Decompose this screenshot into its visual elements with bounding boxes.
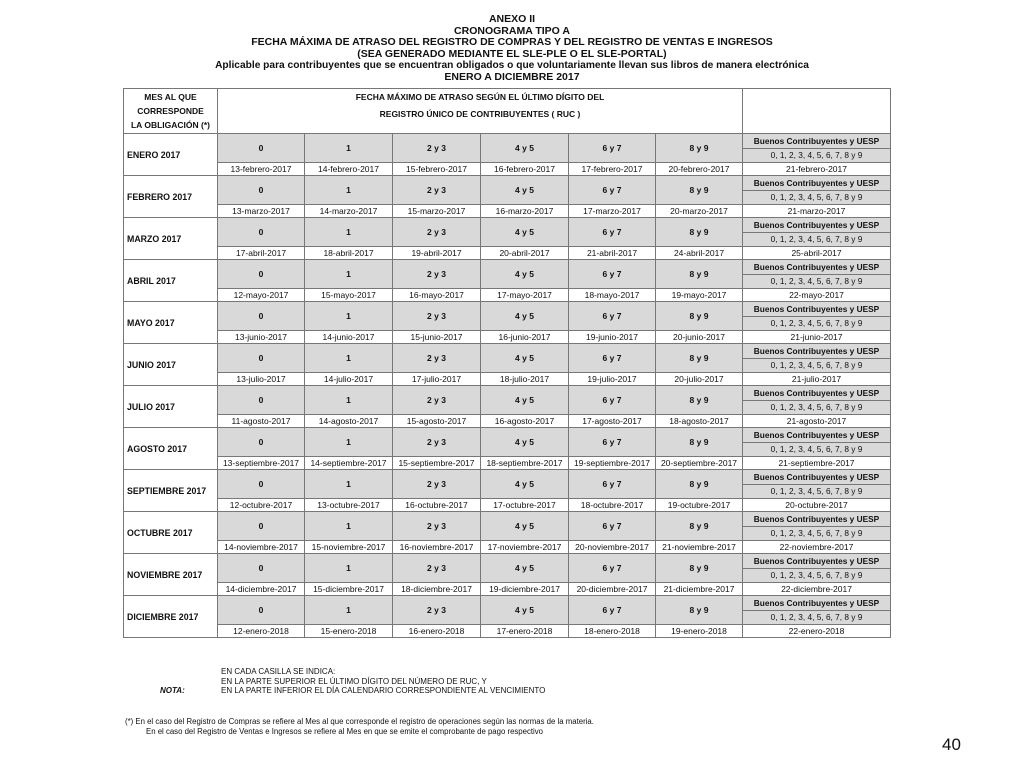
buenos-contribuyentes-digits: 0, 1, 2, 3, 4, 5, 6, 7, 8 y 9 — [743, 568, 890, 582]
ruc-digit-cell: 1 — [305, 512, 393, 541]
ruc-digit-cell: 4 y 5 — [481, 302, 569, 331]
ruc-digit-cell: 8 y 9 — [656, 554, 743, 583]
ruc-digit-cell: 1 — [305, 470, 393, 499]
ruc-digit-cell: 2 y 3 — [393, 428, 481, 457]
due-date-cell: 13-junio-2017 — [218, 331, 305, 344]
due-date-cell: 16-noviembre-2017 — [393, 541, 481, 554]
ruc-digit-cell: 6 y 7 — [569, 176, 656, 205]
ruc-digit-cell: 4 y 5 — [481, 218, 569, 247]
ruc-digit-cell: 1 — [305, 218, 393, 247]
ruc-digit-cell: 6 y 7 — [569, 596, 656, 625]
due-date-cell: 19-enero-2018 — [656, 625, 743, 638]
ruc-digit-cell: 0 — [218, 386, 305, 415]
due-date-cell: 16-enero-2018 — [393, 625, 481, 638]
ruc-digit-cell: 2 y 3 — [393, 596, 481, 625]
table-header-row — [124, 89, 891, 134]
due-date-cell: 14-agosto-2017 — [305, 415, 393, 428]
due-date-cell: 19-octubre-2017 — [656, 499, 743, 512]
ruc-digit-cell: 8 y 9 — [656, 596, 743, 625]
buenos-due-date-cell: 22-enero-2018 — [743, 625, 891, 638]
month-digit-row — [124, 302, 891, 331]
header-month-line: CORRESPONDE — [137, 106, 204, 116]
due-date-cell: 13-julio-2017 — [218, 373, 305, 386]
month-date-row — [124, 415, 891, 428]
due-date-cell: 17-julio-2017 — [393, 373, 481, 386]
buenos-contribuyentes-label: Buenos Contribuyentes y UESP — [753, 220, 880, 230]
buenos-due-date-cell: 22-diciembre-2017 — [743, 583, 891, 596]
ruc-digit-cell: 8 y 9 — [656, 302, 743, 331]
due-date-cell: 21-diciembre-2017 — [656, 583, 743, 596]
schedule-table — [123, 88, 891, 638]
due-date-cell: 18-octubre-2017 — [569, 499, 656, 512]
buenos-due-date-cell: 21-junio-2017 — [743, 331, 891, 344]
buenos-contribuyentes-label: Buenos Contribuyentes y UESP — [753, 262, 880, 272]
month-label-cell: AGOSTO 2017 — [124, 428, 218, 470]
due-date-cell: 21-noviembre-2017 — [656, 541, 743, 554]
note-lines — [221, 667, 545, 696]
due-date-cell: 19-septiembre-2017 — [569, 457, 656, 470]
ruc-digit-cell: 0 — [218, 176, 305, 205]
ruc-digit-cell: 0 — [218, 512, 305, 541]
buenos-contribuyentes-label: Buenos Contribuyentes y UESP — [753, 514, 880, 524]
due-date-cell: 17-febrero-2017 — [569, 163, 656, 176]
due-date-cell: 18-julio-2017 — [481, 373, 569, 386]
ruc-digit-cell: 0 — [218, 428, 305, 457]
month-label-cell: MARZO 2017 — [124, 218, 218, 260]
ruc-digit-cell: 2 y 3 — [393, 554, 481, 583]
due-date-cell: 15-agosto-2017 — [393, 415, 481, 428]
ruc-digit-cell: 8 y 9 — [656, 428, 743, 457]
due-date-cell: 20-noviembre-2017 — [569, 541, 656, 554]
ruc-digit-cell: 1 — [305, 554, 393, 583]
ruc-digit-cell: 0 — [218, 134, 305, 163]
month-digit-row — [124, 596, 891, 625]
buenos-contribuyentes-label: Buenos Contribuyentes y UESP — [753, 136, 880, 146]
month-digit-row — [124, 386, 891, 415]
ruc-digit-cell: 1 — [305, 176, 393, 205]
buenos-due-date-cell: 21-agosto-2017 — [743, 415, 891, 428]
ruc-digit-cell: 6 y 7 — [569, 302, 656, 331]
month-label-cell: JULIO 2017 — [124, 386, 218, 428]
month-label-cell: OCTUBRE 2017 — [124, 512, 218, 554]
due-date-cell: 16-junio-2017 — [481, 331, 569, 344]
ruc-digit-cell: 0 — [218, 554, 305, 583]
month-label-cell: FEBRERO 2017 — [124, 176, 218, 218]
due-date-cell: 14-septiembre-2017 — [305, 457, 393, 470]
due-date-cell: 17-octubre-2017 — [481, 499, 569, 512]
buenos-contribuyentes-digits: 0, 1, 2, 3, 4, 5, 6, 7, 8 y 9 — [743, 274, 890, 288]
ruc-digit-cell: 1 — [305, 428, 393, 457]
ruc-digit-cell: 4 y 5 — [481, 260, 569, 289]
due-date-cell: 16-febrero-2017 — [481, 163, 569, 176]
buenos-contribuyentes-digits: 0, 1, 2, 3, 4, 5, 6, 7, 8 y 9 — [743, 484, 890, 498]
buenos-due-date-cell: 21-febrero-2017 — [743, 163, 891, 176]
ruc-digit-cell: 2 y 3 — [393, 134, 481, 163]
buenos-contribuyentes-digits: 0, 1, 2, 3, 4, 5, 6, 7, 8 y 9 — [743, 442, 890, 456]
ruc-digit-cell: 8 y 9 — [656, 344, 743, 373]
month-date-row — [124, 247, 891, 260]
ruc-digit-cell: 4 y 5 — [481, 134, 569, 163]
month-digit-row — [124, 428, 891, 457]
due-date-cell: 20-julio-2017 — [656, 373, 743, 386]
note-block — [160, 667, 545, 696]
buenos-contribuyentes-label: Buenos Contribuyentes y UESP — [753, 346, 880, 356]
month-date-row — [124, 163, 891, 176]
due-date-cell: 17-enero-2018 — [481, 625, 569, 638]
buenos-due-date-cell: 25-abril-2017 — [743, 247, 891, 260]
ruc-digit-cell: 1 — [305, 596, 393, 625]
month-digit-row — [124, 344, 891, 373]
ruc-digit-cell: 2 y 3 — [393, 302, 481, 331]
ruc-digit-cell: 8 y 9 — [656, 512, 743, 541]
month-digit-row — [124, 176, 891, 205]
footnote — [125, 717, 594, 737]
header-annex: ANEXO II — [488, 13, 536, 25]
buenos-contribuyentes-digits: 0, 1, 2, 3, 4, 5, 6, 7, 8 y 9 — [743, 358, 890, 372]
month-date-row — [124, 625, 891, 638]
month-date-row — [124, 205, 891, 218]
due-date-cell: 18-abril-2017 — [305, 247, 393, 260]
month-digit-row — [124, 218, 891, 247]
due-date-cell: 12-enero-2018 — [218, 625, 305, 638]
ruc-digit-cell: 8 y 9 — [656, 386, 743, 415]
buenos-contribuyentes-cell — [743, 344, 891, 373]
due-date-cell: 14-julio-2017 — [305, 373, 393, 386]
due-date-cell: 17-marzo-2017 — [569, 205, 656, 218]
ruc-digit-cell: 6 y 7 — [569, 470, 656, 499]
buenos-contribuyentes-digits: 0, 1, 2, 3, 4, 5, 6, 7, 8 y 9 — [743, 610, 890, 624]
month-digit-row — [124, 554, 891, 583]
month-digit-row — [124, 470, 891, 499]
note-line: EN LA PARTE SUPERIOR EL ÚLTIMO DÍGITO DEL NÚMERO DE RUC, Y — [221, 676, 487, 686]
month-date-row — [124, 499, 891, 512]
footnote-line: (*) En el caso del Registro de Compras se refiere al Mes al que corresponde el registro de operaciones según las normas de la materia. — [125, 717, 594, 726]
due-date-cell: 20-abril-2017 — [481, 247, 569, 260]
buenos-contribuyentes-cell — [743, 134, 891, 163]
due-date-cell: 18-septiembre-2017 — [481, 457, 569, 470]
ruc-digit-cell: 0 — [218, 218, 305, 247]
buenos-contribuyentes-digits: 0, 1, 2, 3, 4, 5, 6, 7, 8 y 9 — [743, 190, 890, 204]
due-date-cell: 15-mayo-2017 — [305, 289, 393, 302]
due-date-cell: 13-marzo-2017 — [218, 205, 305, 218]
buenos-due-date-cell: 21-marzo-2017 — [743, 205, 891, 218]
header-due-date-cell — [218, 89, 743, 134]
ruc-digit-cell: 6 y 7 — [569, 134, 656, 163]
buenos-contribuyentes-digits: 0, 1, 2, 3, 4, 5, 6, 7, 8 y 9 — [743, 232, 890, 246]
ruc-digit-cell: 4 y 5 — [481, 386, 569, 415]
due-date-cell: 15-junio-2017 — [393, 331, 481, 344]
header-month-line: LA OBLIGACIÓN (*) — [130, 120, 210, 130]
due-date-cell: 20-junio-2017 — [656, 331, 743, 344]
due-date-cell: 13-febrero-2017 — [218, 163, 305, 176]
buenos-contribuyentes-cell — [743, 554, 891, 583]
ruc-digit-cell: 4 y 5 — [481, 344, 569, 373]
ruc-digit-cell: 0 — [218, 596, 305, 625]
ruc-digit-cell: 4 y 5 — [481, 428, 569, 457]
month-date-row — [124, 541, 891, 554]
header-due-date-line: FECHA MÁXIMO DE ATRASO SEGÚN EL ÚLTIMO DÍGITO DEL — [355, 92, 605, 102]
ruc-digit-cell: 2 y 3 — [393, 386, 481, 415]
ruc-digit-cell: 2 y 3 — [393, 260, 481, 289]
due-date-cell: 14-marzo-2017 — [305, 205, 393, 218]
due-date-cell: 14-febrero-2017 — [305, 163, 393, 176]
header-schedule-type: CRONOGRAMA TIPO A — [454, 24, 570, 37]
due-date-cell: 15-diciembre-2017 — [305, 583, 393, 596]
ruc-digit-cell: 0 — [218, 470, 305, 499]
ruc-digit-cell: 4 y 5 — [481, 512, 569, 541]
ruc-digit-cell: 6 y 7 — [569, 428, 656, 457]
month-label-cell: ABRIL 2017 — [124, 260, 218, 302]
buenos-due-date-cell: 21-septiembre-2017 — [743, 457, 891, 470]
due-date-cell: 20-febrero-2017 — [656, 163, 743, 176]
header-applicability: Aplicable para contribuyentes que se encuentran obligados o que voluntariamente llevan sus libros de manera electrónica — [215, 60, 809, 72]
buenos-contribuyentes-digits: 0, 1, 2, 3, 4, 5, 6, 7, 8 y 9 — [743, 400, 890, 414]
ruc-digit-cell: 0 — [218, 260, 305, 289]
page-number: 40 — [942, 735, 961, 754]
month-digit-row — [124, 260, 891, 289]
buenos-due-date-cell: 21-julio-2017 — [743, 373, 891, 386]
header-month-line: MES AL QUE — [144, 92, 197, 102]
due-date-cell: 15-marzo-2017 — [393, 205, 481, 218]
due-date-cell: 24-abril-2017 — [656, 247, 743, 260]
month-date-row — [124, 583, 891, 596]
ruc-digit-cell: 1 — [305, 302, 393, 331]
ruc-digit-cell: 1 — [305, 134, 393, 163]
month-label-cell: NOVIEMBRE 2017 — [124, 554, 218, 596]
header-period: ENERO A DICIEMBRE 2017 — [444, 70, 580, 83]
buenos-contribuyentes-label: Buenos Contribuyentes y UESP — [753, 598, 880, 608]
due-date-cell: 14-junio-2017 — [305, 331, 393, 344]
buenos-contribuyentes-cell — [743, 512, 891, 541]
due-date-cell: 16-agosto-2017 — [481, 415, 569, 428]
buenos-contribuyentes-digits: 0, 1, 2, 3, 4, 5, 6, 7, 8 y 9 — [743, 526, 890, 540]
ruc-digit-cell: 2 y 3 — [393, 344, 481, 373]
ruc-digit-cell: 6 y 7 — [569, 260, 656, 289]
due-date-cell: 19-abril-2017 — [393, 247, 481, 260]
due-date-cell: 14-diciembre-2017 — [218, 583, 305, 596]
buenos-due-date-cell: 22-noviembre-2017 — [743, 541, 891, 554]
month-label-cell: MAYO 2017 — [124, 302, 218, 344]
buenos-contribuyentes-label: Buenos Contribuyentes y UESP — [753, 304, 880, 314]
due-date-cell: 15-septiembre-2017 — [393, 457, 481, 470]
ruc-digit-cell: 0 — [218, 302, 305, 331]
due-date-cell: 17-agosto-2017 — [569, 415, 656, 428]
ruc-digit-cell: 1 — [305, 260, 393, 289]
buenos-contribuyentes-cell — [743, 386, 891, 415]
buenos-due-date-cell: 20-octubre-2017 — [743, 499, 891, 512]
buenos-due-date-cell: 22-mayo-2017 — [743, 289, 891, 302]
month-date-row — [124, 457, 891, 470]
month-date-row — [124, 289, 891, 302]
due-date-cell: 21-abril-2017 — [569, 247, 656, 260]
document-header — [0, 14, 1024, 84]
month-date-row — [124, 331, 891, 344]
buenos-contribuyentes-cell — [743, 176, 891, 205]
buenos-contribuyentes-cell — [743, 218, 891, 247]
buenos-contribuyentes-digits: 0, 1, 2, 3, 4, 5, 6, 7, 8 y 9 — [743, 148, 890, 162]
due-date-cell: 19-diciembre-2017 — [481, 583, 569, 596]
due-date-cell: 11-agosto-2017 — [218, 415, 305, 428]
due-date-cell: 18-agosto-2017 — [656, 415, 743, 428]
buenos-contribuyentes-cell — [743, 596, 891, 625]
buenos-contribuyentes-cell — [743, 470, 891, 499]
due-date-cell: 16-mayo-2017 — [393, 289, 481, 302]
ruc-digit-cell: 6 y 7 — [569, 386, 656, 415]
header-due-date-line: REGISTRO ÚNICO DE CONTRIBUYENTES ( RUC ) — [379, 109, 581, 119]
month-label-cell: DICIEMBRE 2017 — [124, 596, 218, 638]
header-title: FECHA MÁXIMA DE ATRASO DEL REGISTRO DE COMPRAS Y DEL REGISTRO DE VENTAS E INGRESOS — [251, 36, 773, 49]
schedule-table-body — [124, 89, 891, 638]
ruc-digit-cell: 1 — [305, 386, 393, 415]
month-label-cell: JUNIO 2017 — [124, 344, 218, 386]
due-date-cell: 19-junio-2017 — [569, 331, 656, 344]
due-date-cell: 17-mayo-2017 — [481, 289, 569, 302]
due-date-cell: 13-septiembre-2017 — [218, 457, 305, 470]
due-date-cell: 15-enero-2018 — [305, 625, 393, 638]
buenos-contribuyentes-label: Buenos Contribuyentes y UESP — [753, 430, 880, 440]
due-date-cell: 18-enero-2018 — [569, 625, 656, 638]
month-label-cell: SEPTIEMBRE 2017 — [124, 470, 218, 512]
due-date-cell: 18-mayo-2017 — [569, 289, 656, 302]
due-date-cell: 13-octubre-2017 — [305, 499, 393, 512]
month-label-cell: ENERO 2017 — [124, 134, 218, 176]
ruc-digit-cell: 2 y 3 — [393, 470, 481, 499]
header-blank-cell — [743, 89, 891, 134]
ruc-digit-cell: 4 y 5 — [481, 554, 569, 583]
header-subtitle: (SEA GENERADO MEDIANTE EL SLE-PLE O EL SLE-PORTAL) — [357, 47, 667, 60]
ruc-digit-cell: 8 y 9 — [656, 134, 743, 163]
due-date-cell: 20-septiembre-2017 — [656, 457, 743, 470]
ruc-digit-cell: 2 y 3 — [393, 176, 481, 205]
ruc-digit-cell: 8 y 9 — [656, 176, 743, 205]
due-date-cell: 12-octubre-2017 — [218, 499, 305, 512]
due-date-cell: 14-noviembre-2017 — [218, 541, 305, 554]
month-date-row — [124, 373, 891, 386]
due-date-cell: 15-febrero-2017 — [393, 163, 481, 176]
due-date-cell: 16-marzo-2017 — [481, 205, 569, 218]
ruc-digit-cell: 6 y 7 — [569, 512, 656, 541]
due-date-cell: 17-abril-2017 — [218, 247, 305, 260]
note-line: EN CADA CASILLA SE INDICA: — [221, 667, 336, 676]
ruc-digit-cell: 0 — [218, 344, 305, 373]
due-date-cell: 12-mayo-2017 — [218, 289, 305, 302]
due-date-cell: 19-mayo-2017 — [656, 289, 743, 302]
ruc-digit-cell: 6 y 7 — [569, 554, 656, 583]
due-date-cell: 20-diciembre-2017 — [569, 583, 656, 596]
due-date-cell: 16-octubre-2017 — [393, 499, 481, 512]
buenos-contribuyentes-cell — [743, 302, 891, 331]
ruc-digit-cell: 8 y 9 — [656, 260, 743, 289]
ruc-digit-cell: 8 y 9 — [656, 470, 743, 499]
due-date-cell: 20-marzo-2017 — [656, 205, 743, 218]
due-date-cell: 17-noviembre-2017 — [481, 541, 569, 554]
due-date-cell: 15-noviembre-2017 — [305, 541, 393, 554]
ruc-digit-cell: 6 y 7 — [569, 344, 656, 373]
due-date-cell: 18-diciembre-2017 — [393, 583, 481, 596]
ruc-digit-cell: 6 y 7 — [569, 218, 656, 247]
buenos-contribuyentes-digits: 0, 1, 2, 3, 4, 5, 6, 7, 8 y 9 — [743, 316, 890, 330]
ruc-digit-cell: 8 y 9 — [656, 218, 743, 247]
buenos-contribuyentes-cell — [743, 428, 891, 457]
month-digit-row — [124, 512, 891, 541]
buenos-contribuyentes-label: Buenos Contribuyentes y UESP — [753, 556, 880, 566]
footnote-line: En el caso del Registro de Ventas e Ingresos se refiere al Mes en que se emite el comprobante de pago respectivo — [146, 727, 544, 736]
buenos-contribuyentes-label: Buenos Contribuyentes y UESP — [753, 472, 880, 482]
buenos-contribuyentes-label: Buenos Contribuyentes y UESP — [753, 388, 880, 398]
ruc-digit-cell: 2 y 3 — [393, 512, 481, 541]
ruc-digit-cell: 4 y 5 — [481, 596, 569, 625]
buenos-contribuyentes-label: Buenos Contribuyentes y UESP — [753, 178, 880, 188]
ruc-digit-cell: 1 — [305, 344, 393, 373]
due-date-cell: 19-julio-2017 — [569, 373, 656, 386]
note-label: NOTA: — [160, 686, 185, 695]
header-month-cell — [124, 89, 218, 134]
buenos-contribuyentes-cell — [743, 260, 891, 289]
ruc-digit-cell: 4 y 5 — [481, 470, 569, 499]
ruc-digit-cell: 4 y 5 — [481, 176, 569, 205]
ruc-digit-cell: 2 y 3 — [393, 218, 481, 247]
month-digit-row — [124, 134, 891, 163]
note-line: EN LA PARTE INFERIOR EL DÍA CALENDARIO CORRESPONDIENTE AL VENCIMIENTO — [221, 686, 546, 696]
